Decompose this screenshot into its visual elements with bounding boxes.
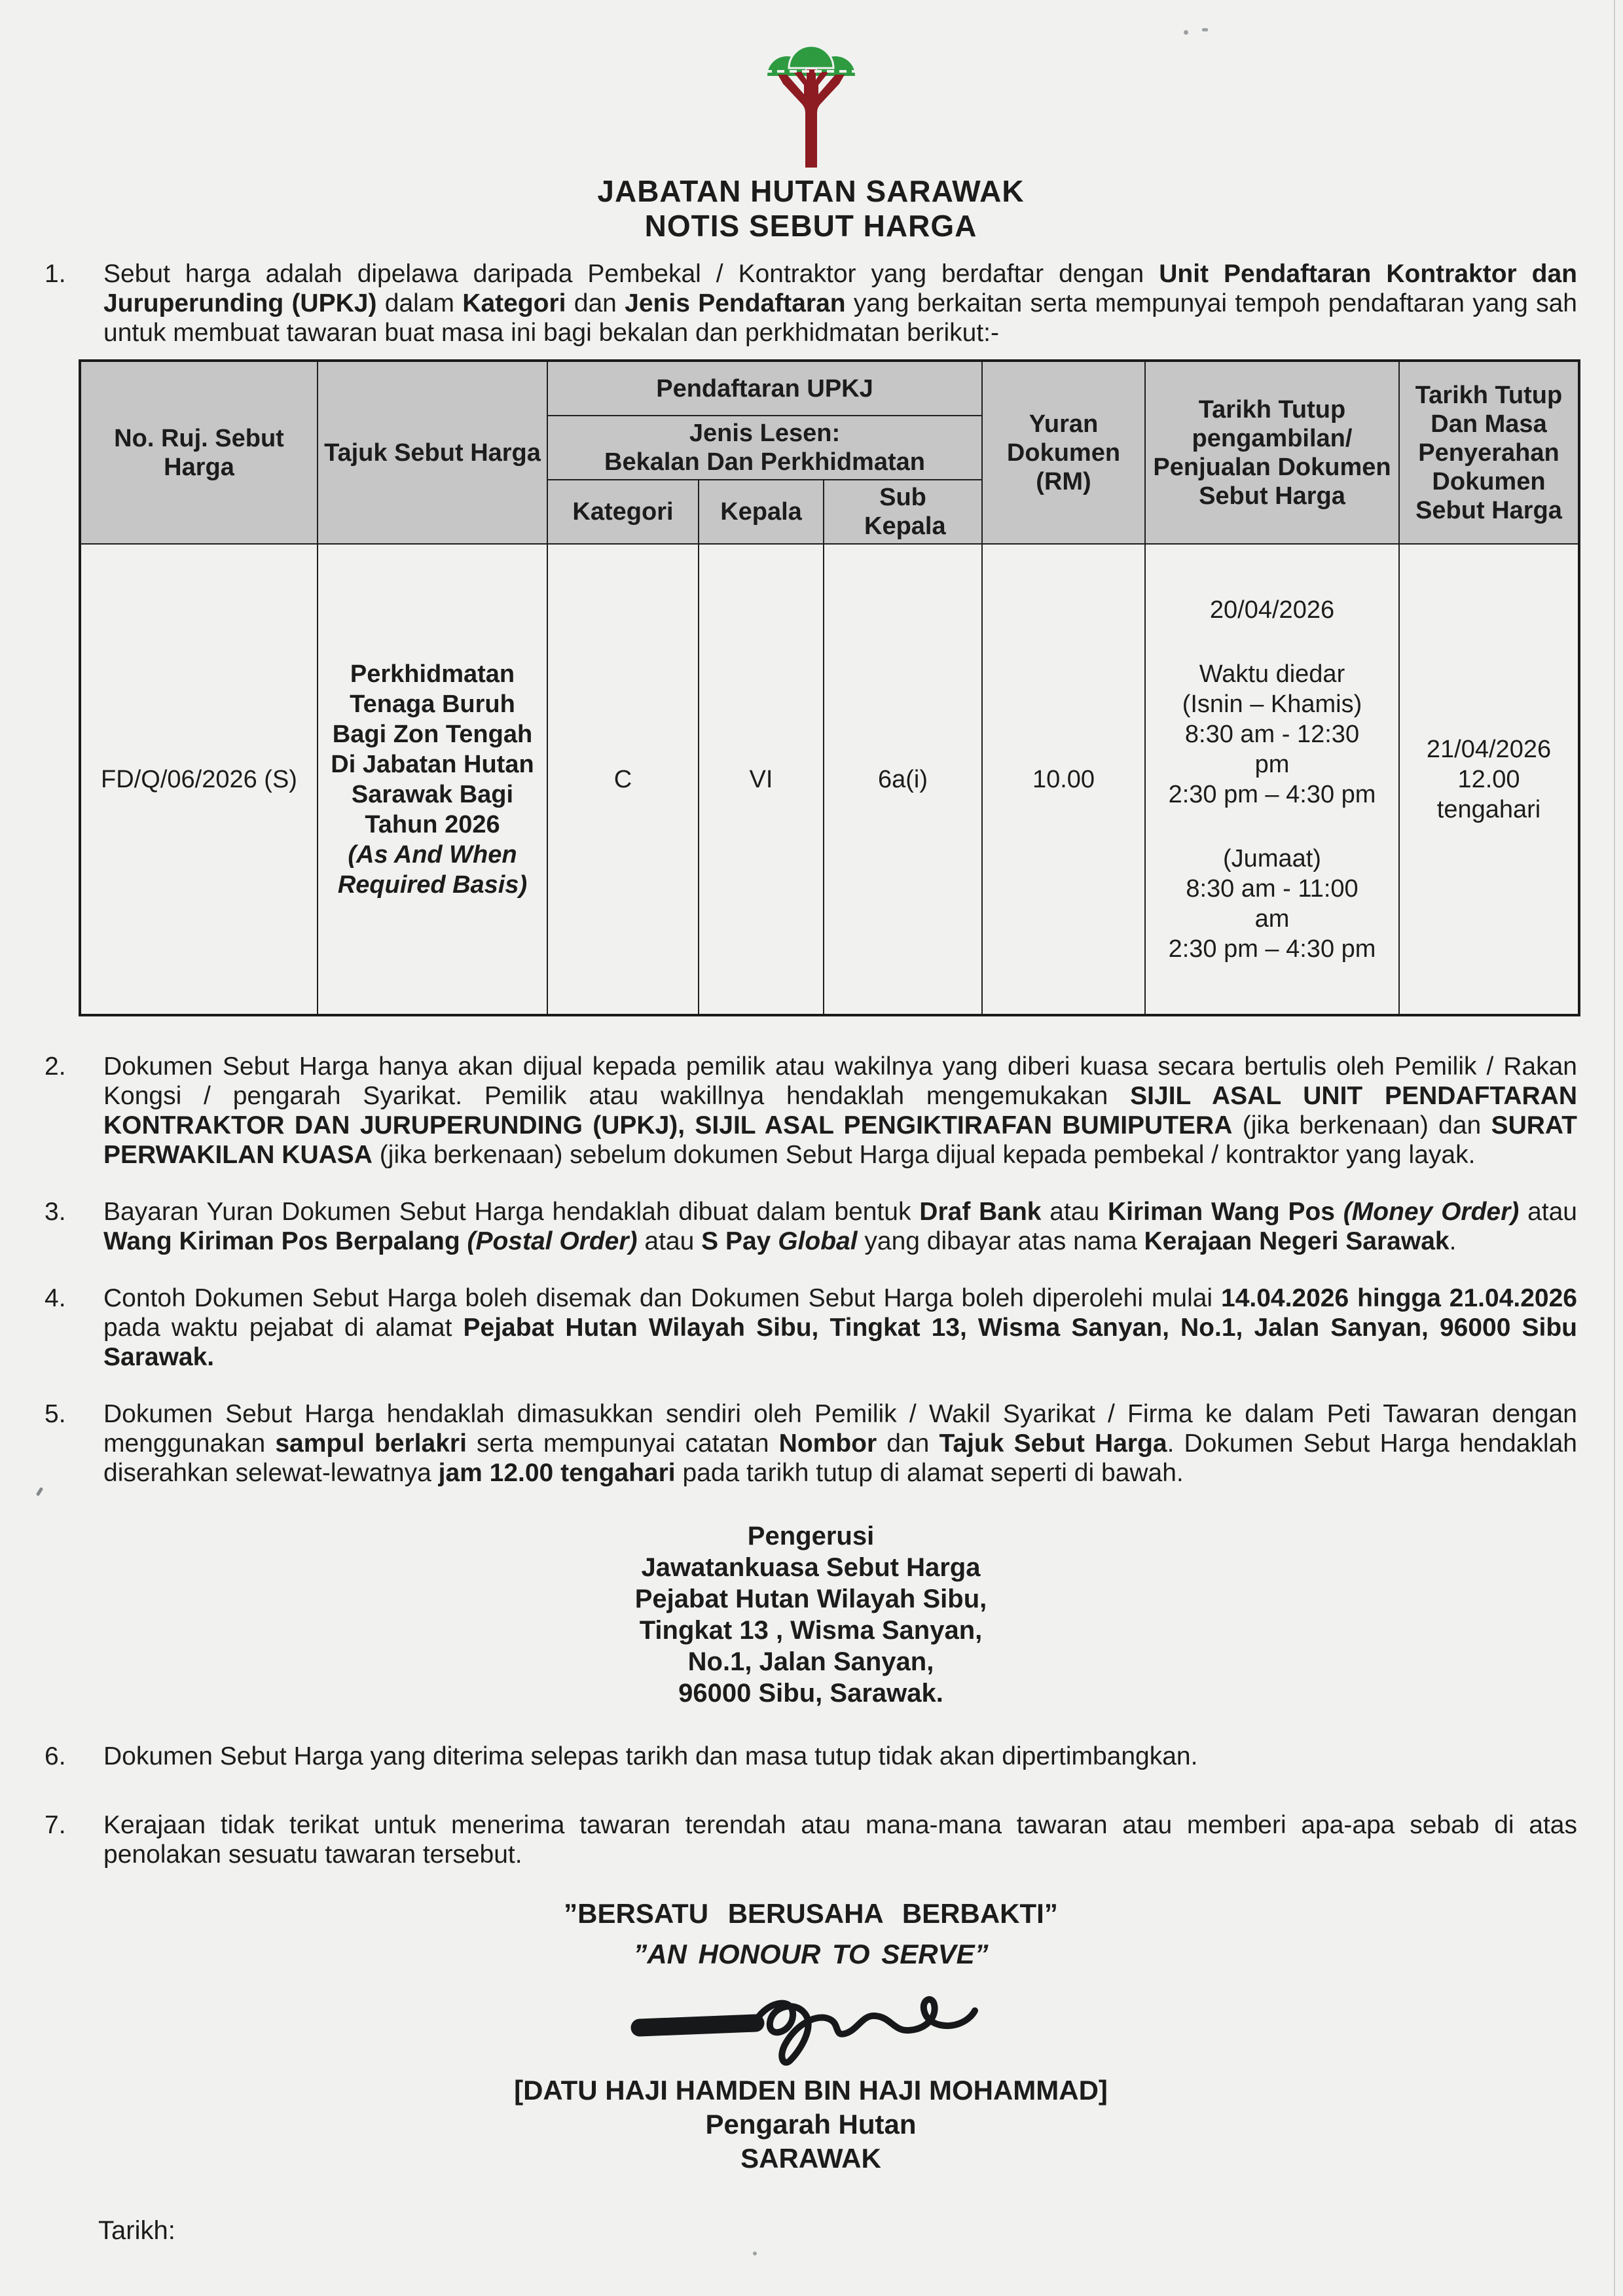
cell-kepala: VI <box>699 544 824 1015</box>
scan-speck <box>1202 28 1208 31</box>
cell-tarikh-penyerahan: 21/04/2026 12.00 tengahari <box>1399 544 1579 1015</box>
signatory-title: Pengarah Hutan <box>705 2109 917 2140</box>
paragraph-4 <box>45 1283 1577 1372</box>
paragraph-6 <box>45 1742 1577 1771</box>
motto-english: ”AN HONOUR TO SERVE” <box>633 1939 989 1969</box>
organization-name: JABATAN HUTAN SARAWAK <box>597 174 1025 208</box>
paragraph-number: 6. <box>45 1742 66 1770</box>
cell-tarikh-pengambilan: 20/04/2026 Waktu diedar (Isnin – Khamis) 8:30 am - 12:30 pm 2:30 pm – 4:30 pm (Jumaat) 8:30 am - 11:00 am 2:30 pm – 4:30 pm <box>1145 544 1399 1015</box>
scan-speck <box>36 1487 44 1497</box>
col-header-kepala: Kepala <box>699 480 824 544</box>
signature-area <box>45 1975 1577 2073</box>
paragraph-text: Contoh Dokumen Sebut Harga boleh disemak dan Dokumen Sebut Harga boleh diperolehi mulai 14.04.2026 hingga 21.04.2026 pada waktu pejabat di alamat Pejabat Hutan Wilayah Sibu, Tingkat 13, Wisma Sanyan, No.1, Jalan Sanyan, 96000 Sibu Sarawak. <box>103 1284 1577 1371</box>
logo-trunk <box>778 69 845 168</box>
date-label: Tarikh: <box>98 2216 175 2245</box>
paragraph-number: 7. <box>45 1811 66 1839</box>
paragraph-5 <box>45 1399 1577 1488</box>
tajuk-title: Perkhidmatan Tenaga Buruh Bagi Zon Tengah Di Jabatan Hutan Sarawak Bagi Tahun 2026 <box>331 660 534 838</box>
col-header-pendaftaran-upkj: Pendaftaran UPKJ <box>547 361 982 416</box>
jenis-lesen-line1: Jenis Lesen: <box>689 420 841 447</box>
cell-tajuk <box>318 544 547 1015</box>
col-header-jenis-lesen <box>547 416 982 480</box>
submission-address-block: Pengerusi Jawatankuasa Sebut Harga Pejabat Hutan Wilayah Sibu, Tingkat 13 , Wisma Sanyan, No.1, Jalan Sanyan, 96000 Sibu, Sarawak. <box>634 1522 987 1708</box>
col-header-tajuk: Tajuk Sebut Harga <box>318 361 547 544</box>
scan-speck <box>1184 30 1188 35</box>
paragraph-text: Sebut harga adalah dipelawa daripada Pembekal / Kontraktor yang berdaftar dengan Unit Pendaftaran Kontraktor dan Juruperunding (UPKJ) dalam Kategori dan Jenis Pendaftaran yang berkaitan serta mempunyai tempoh pendaftaran yang sah untuk membuat tawaran buat masa ini bagi bekalan dan perkhidmatan berikut:- <box>103 260 1578 347</box>
document-title: NOTIS SEBUT HARGA <box>644 209 977 243</box>
col-header-tarikh-pengambilan: Tarikh Tutup pengambilan/ Penjualan Dokumen Sebut Harga <box>1145 361 1399 544</box>
logo-center-canopy <box>789 46 833 68</box>
tajuk-note: (As And When Required Basis) <box>337 840 528 899</box>
col-header-tarikh-penyerahan: Tarikh Tutup Dan Masa Penyerahan Dokumen Sebut Harga <box>1399 361 1579 544</box>
scan-speck <box>753 2251 757 2255</box>
col-header-no-ruj: No. Ruj. Sebut Harga <box>80 361 318 544</box>
cell-kategori: C <box>547 544 699 1015</box>
paragraph-text: Dokumen Sebut Harga yang diterima selepas tarikh dan masa tutup tidak akan dipertimbangkan. <box>103 1742 1198 1770</box>
signatory-region: SARAWAK <box>740 2143 881 2174</box>
paragraph-text: Kerajaan tidak terikat untuk menerima tawaran terendah atau mana-mana tawaran atau memberi apa-apa sebab di atas penolakan sesuatu tawaran tersebut. <box>103 1811 1577 1869</box>
motto-malay: ”BERSATU BERUSAHA BERBAKTI” <box>564 1898 1058 1929</box>
cell-no-ruj: FD/Q/06/2026 (S) <box>80 544 318 1015</box>
forest-tree-logo <box>762 34 860 170</box>
document-header <box>45 34 1577 243</box>
paragraph-text: Dokumen Sebut Harga hendaklah dimasukkan sendiri oleh Pemilik / Wakil Syarikat / Firma ke dalam Peti Tawaran dengan menggunakan sampul berlakri serta mempunyai catatan Nombor dan Tajuk Sebut Harga. Dokumen Sebut Harga hendaklah diserahkan selewat-lewatnya jam 12.00 tengahari pada tarikh tutup di alamat seperti di bawah. <box>103 1400 1577 1487</box>
paragraph-number: 4. <box>45 1284 66 1312</box>
cell-yuran: 10.00 <box>982 544 1145 1015</box>
paragraph-number: 3. <box>45 1198 66 1226</box>
paragraph-1 <box>45 259 1577 348</box>
paragraph-text: Dokumen Sebut Harga hanya akan dijual kepada pemilik atau wakilnya yang diberi kuasa secara bertulis oleh Pemilik / Rakan Kongsi / pengarah Syarikat. Pemilik atau wakillnya hendaklah mengemukakan SIJIL ASAL UNIT PENDAFTARAN KONTRAKTOR DAN JURUPERUNDING (UPKJ), SIJIL ASAL PENGIKTIRAFAN BUMIPUTERA (jika berkenaan) dan SURAT PERWAKILAN KUASA (jika berkenaan) sebelum dokumen Sebut Harga dijual kepada pembekal / kontraktor yang layak. <box>103 1052 1577 1169</box>
signatory-block <box>45 2073 1577 2176</box>
paragraph-number: 1. <box>45 260 66 288</box>
paragraph-3 <box>45 1197 1577 1256</box>
paragraph-text: Bayaran Yuran Dokumen Sebut Harga hendaklah dibuat dalam bentuk Draf Bank atau Kiriman Wang Pos (Money Order) atau Wang Kiriman Pos Berpalang (Postal Order) atau S Pay Global yang dibayar atas nama Kerajaan Negeri Sarawak. <box>103 1198 1577 1255</box>
col-header-kategori: Kategori <box>547 480 699 544</box>
scan-edge-line <box>1614 0 1615 2296</box>
handwritten-signature <box>628 1975 994 2073</box>
quotation-table <box>79 359 1580 1016</box>
paragraph-2 <box>45 1052 1577 1170</box>
paragraph-7 <box>45 1810 1577 1869</box>
col-header-yuran: Yuran Dokumen (RM) <box>982 361 1145 544</box>
signatory-name: [DATU HAJI HAMDEN BIN HAJI MOHAMMAD] <box>514 2075 1108 2106</box>
paragraph-number: 2. <box>45 1052 66 1081</box>
jenis-lesen-line2: Bekalan Dan Perkhidmatan <box>604 448 925 476</box>
cell-sub-kepala: 6a(i) <box>824 544 982 1015</box>
col-header-sub-kepala: Sub Kepala <box>824 480 982 544</box>
table-row <box>80 544 1579 1015</box>
paragraph-number: 5. <box>45 1400 66 1428</box>
